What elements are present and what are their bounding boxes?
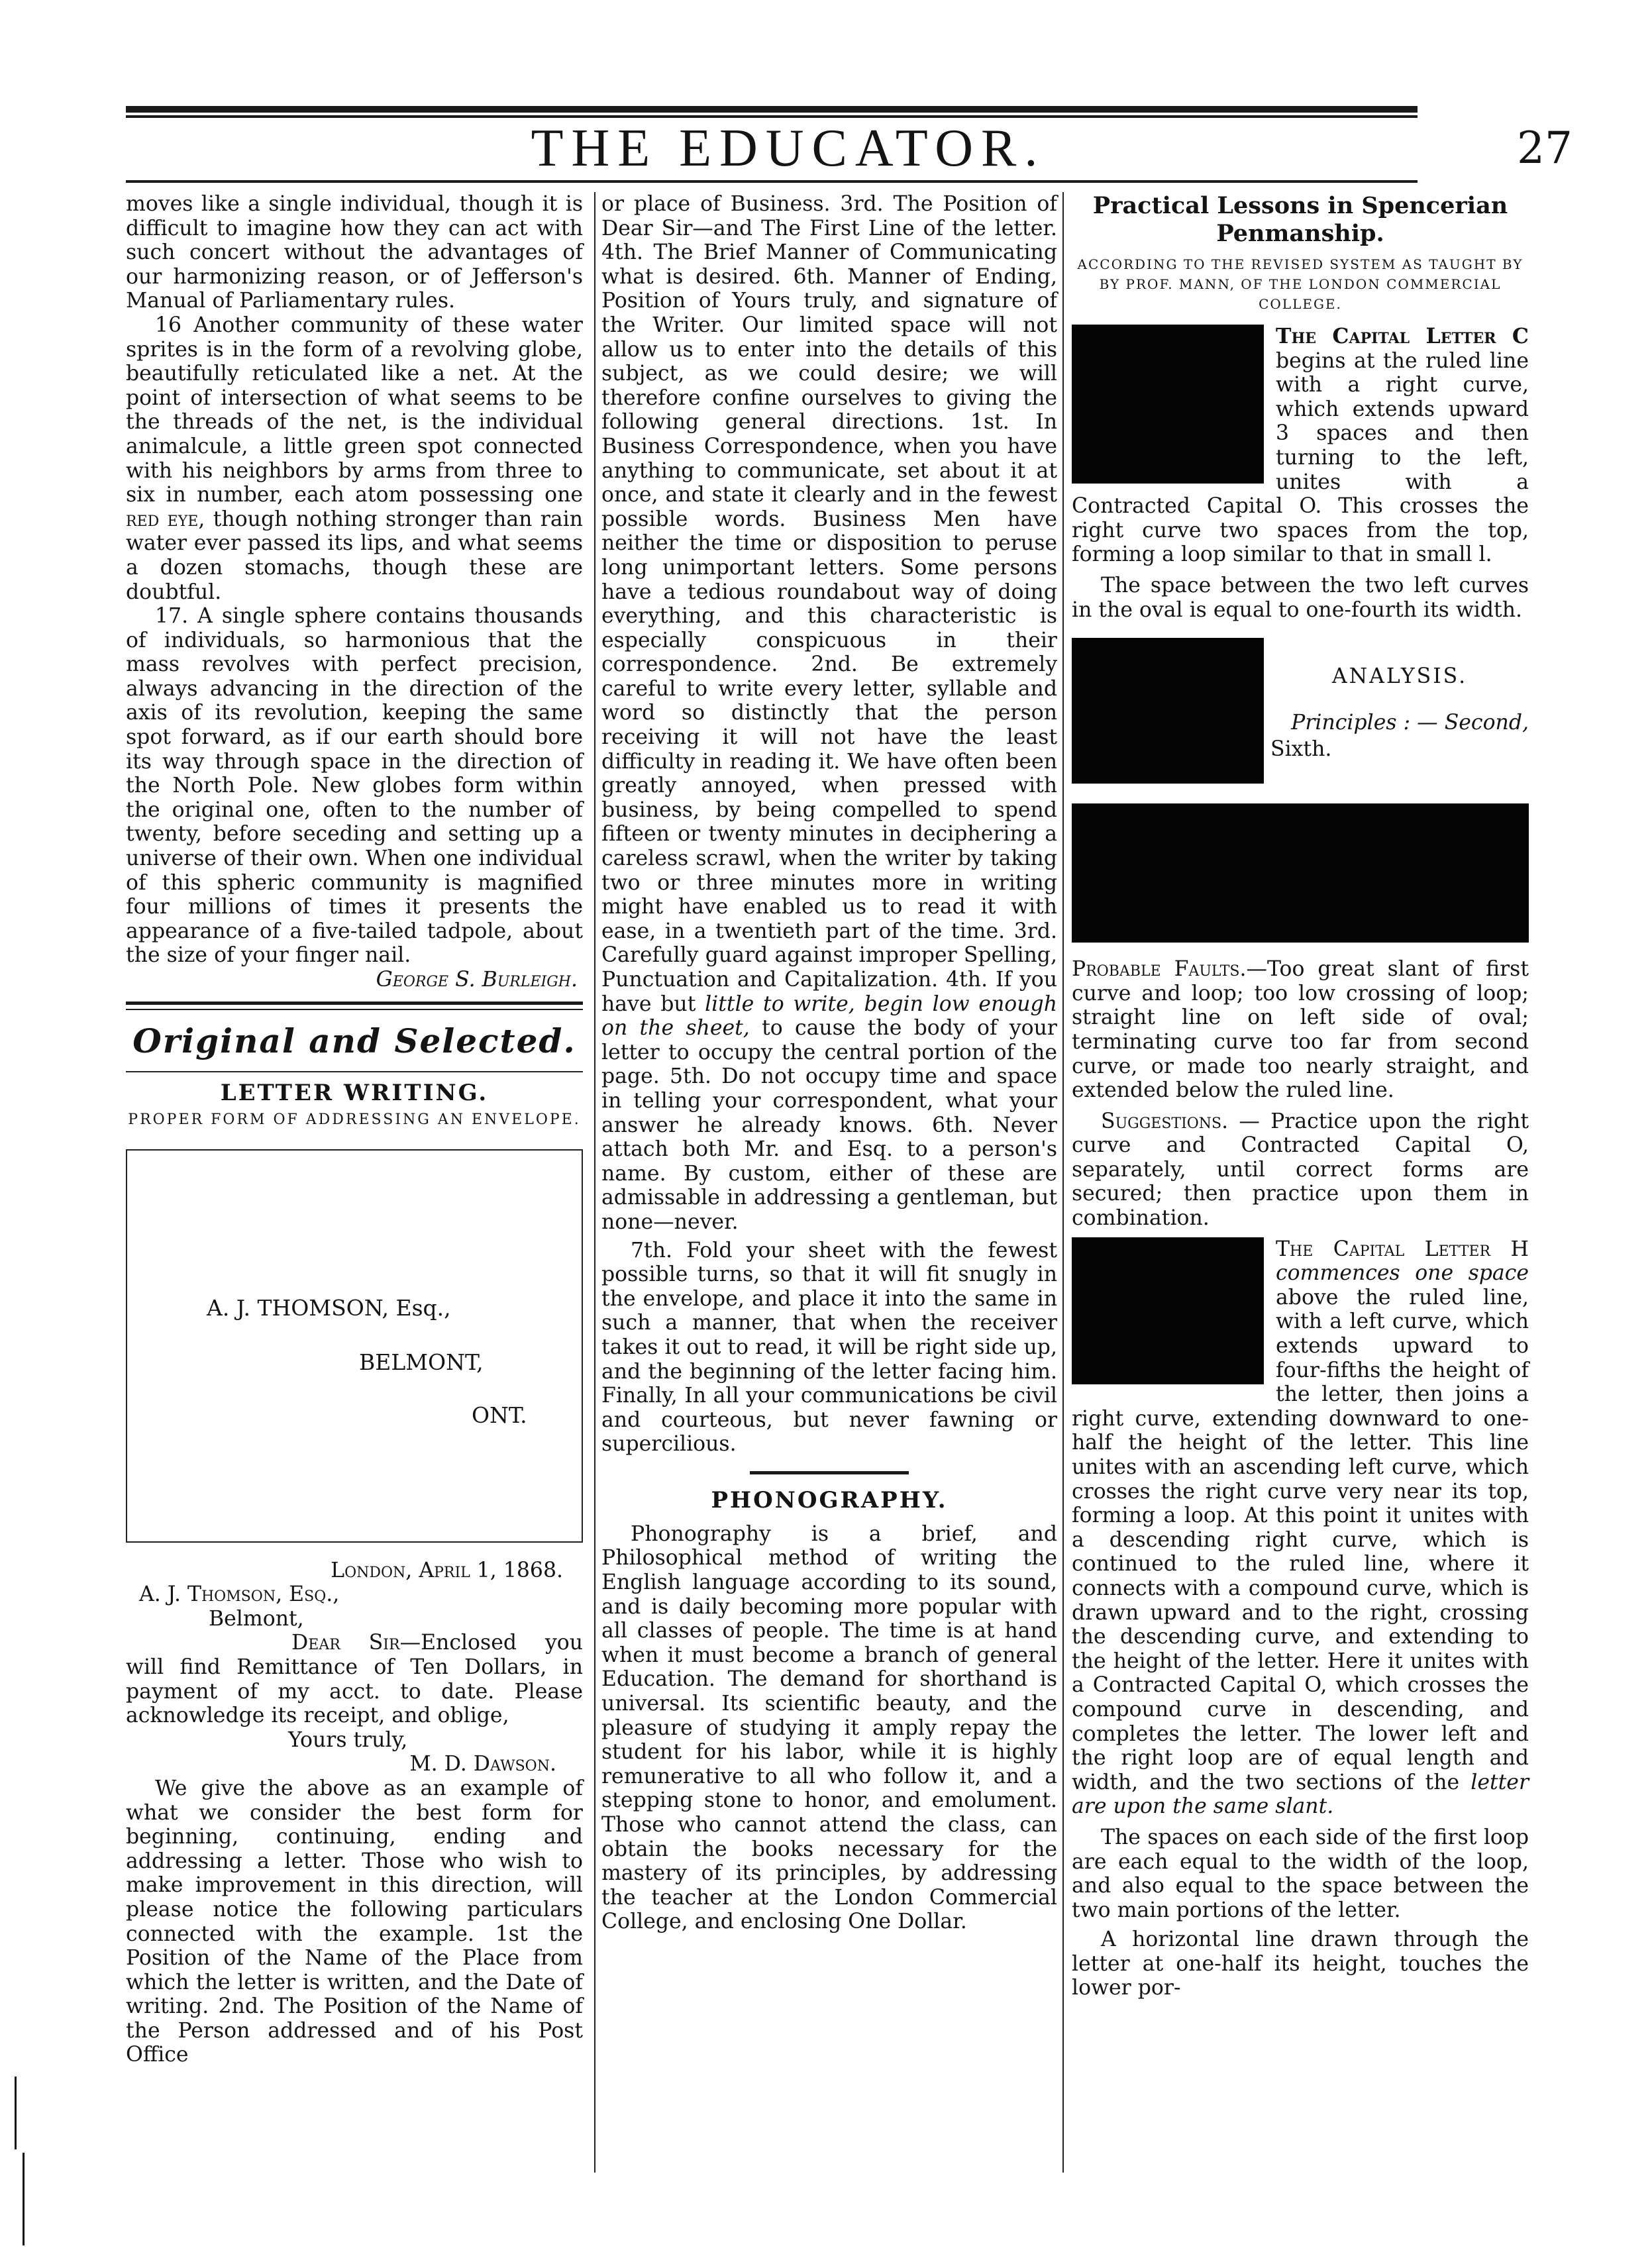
- masthead-top-rule: [126, 106, 1418, 113]
- letter-c-paragraph: [1072, 325, 1529, 567]
- letter-c-analysis-illustration: [1072, 638, 1264, 784]
- col2-paragraph-3: Phonography is a brief, and Philosophical method of writing the English language according to its sound, and is daily becoming more popular with all classes of people. The time is at hand when it must become a branch of general Education. The demand for shorthand is universal. Its scientific beauty, and the pleasure of studying it amply repay the student for his labor, while it is highly remunerative to all who follow it, and a stepping stone to honor, and emolument. Those who cannot attend the class, can obtain the books necessary for the mastery of its principles, by addressing the teacher at the London Commercial College, and enclosing One Dollar.: [601, 1521, 1057, 1934]
- principles-value: Sixth.: [1270, 737, 1332, 762]
- envelope-addressee: A. J. THOMSON, Esq.,: [207, 1294, 451, 1321]
- suggestions-text: — Practice upon the right curve and Contracted Capital O, separately, until correct forms are secured; then practice upon them in combination.: [1072, 1109, 1529, 1231]
- col1-paragraph-4: We give the above as an example of what we consider the best form for beginning, continuing, ending and addressing a letter. Those who wish to make improvement in this direction, will please notice the following particulars connected with the example. 1st the Position of the Name of the Place from which the letter is written, and the Date of writing. 2nd. The Position of the Name of the Person addressed and of his Post Office: [126, 1776, 583, 2067]
- section-divider: [126, 1002, 583, 1010]
- col1-p2-text-a: 16 Another community of these water sprites is in the form of a revolving globe, beautifully reticulated like a net. At the point of intersection of what seems to be the threads of the net, is the individual animalcule, a little green spot connected with his neighbors by arms from three to six in number, each atom possessing one: [126, 313, 583, 507]
- col2-paragraph-1: [601, 192, 1057, 1235]
- letter-h-paragraph: [1072, 1237, 1529, 1819]
- letter-dateline: London, April 1, 1868.: [331, 1558, 563, 1582]
- letter-h-text: above the ruled line, with a left curve, which extends upward to four-fifths the height of the letter, then joins a right curve, extending downward to one-half the height of the letter. This line unites with an ascending left curve, which crosses the right curve very near its top, forming a loop. At this point it unites with a descending right curve, which is continued to the ruled line, where it connects with a compound curve, which is drawn upward and to the right, crossing the descending curve, and extending to the height of the letter. Here it unites with a Contracted Capital O, which crosses the compound curve in descending, and completes the letter. The lower left and the right loop are of equal length and width, and the two sections of the: [1072, 1285, 1529, 1794]
- red-eye-term: red eye: [126, 507, 199, 531]
- masthead-title: THE EDUCATOR.: [531, 119, 1046, 178]
- letter-sender: M. D. Dawson.: [409, 1752, 556, 1776]
- letter-writing-heading: LETTER WRITING.: [220, 1079, 489, 1106]
- letter-addressee: A. J. Thomson, Esq.,: [139, 1582, 340, 1607]
- column-1: [126, 192, 583, 2067]
- principles-label: Principles : — Second,: [1291, 711, 1529, 735]
- col2-p1-text-a: or place of Business. 3rd. The Position of Dear Sir—and The First Line of the letter. 4th. The Brief Manner of Communicating what is desired. 6th. Manner of Ending, Position of Yours truly, and signature of the Writer. Our limited space will not allow us to enter into the details of this subject, as we could desire; we will therefore confine ourselves to giving the following general directions. 1st. In Business Correspondence, when you have anything to communicate, set about it at once, and state it clearly and in the fewest possible words. Business Men have neither the time or disposition to peruse long unimportant letters. Some persons have a tedious roundabout way of doing everything, and this characteristic is especially conspicuous in their correspondence. 2nd. Be extremely careful to write every letter, syllable and word so distinctly that the person receiving it will not have the least difficulty in reading it. We have often been greatly annoyed, when pressed with business, by being compelled to spend fifteen or twenty minutes in deciphering a careless scrawl, when the writer by taking two or three minutes more in writing might have enabled us to read it with ease, in a twentieth part of the time. 3rd. Carefully guard against improper Spelling, Punctuation and Capitalization. 4th. If you have but: [601, 192, 1057, 1016]
- col1-paragraph-2: [126, 313, 583, 604]
- letter-h-lead: The Capital Letter H: [1276, 1237, 1529, 1261]
- column-3: [1072, 192, 1529, 2000]
- letter-h-italic-2: letter are upon the same slant.: [1072, 1770, 1529, 1819]
- suggestions-label: Suggestions.: [1101, 1109, 1229, 1133]
- column-rule-1: [594, 192, 595, 2173]
- penmanship-byline: ACCORDING TO THE REVISED SYSTEM AS TAUGHT BY BY PROF. MANN, OF THE LONDON COMMERCIAL COLLEGE.: [1077, 256, 1523, 312]
- letter-body: [126, 1631, 583, 1727]
- col2-paragraph-2: 7th. Fold your sheet with the fewest possible turns, so that it will fit snugly in the envelope, and place it into the same in such a manner, that when the receiver takes it out to read, it will be right side up, and the beginning of the letter facing him. Finally, In all your communications be civil and courteous, but never fawning or supercilious.: [601, 1238, 1057, 1457]
- faults-text: —Too great slant of first curve and loop; too low crossing of loop; straight line on left side of oval; terminating curve too far from second curve, or made too nearly straight, and extended below the ruled line.: [1072, 957, 1529, 1103]
- letter-salutation: Dear Sir: [291, 1631, 400, 1655]
- envelope-subheading: PROPER FORM OF ADDRESSING AN ENVELOPE.: [128, 1111, 581, 1128]
- oval-space-paragraph: The space between the two left curves in the oval is equal to one-fourth its width.: [1072, 573, 1529, 622]
- analysis-heading: ANALYSIS.: [1331, 664, 1468, 689]
- scan-edge-mark: [15, 2077, 17, 2149]
- envelope-example: [126, 1149, 583, 1543]
- horizontal-line-paragraph: A horizontal line drawn through the letter at one-half its height, touches the lower por-: [1072, 1928, 1529, 2000]
- letter-h-illustration: [1072, 1237, 1264, 1384]
- letter-c-lead: The Capital Letter C: [1276, 324, 1529, 348]
- letter-c-text: begins at the ruled line with a right curve, which extends upward 3 spaces and then turning to the left, unites with a Contracted Capital O. This crosses the right curve two spaces from the top, forming a loop similar to that in small l.: [1072, 348, 1529, 567]
- envelope-province: ONT.: [472, 1402, 527, 1428]
- letter-body-text: —Enclosed you will find Remittance of Ten Dollars, in payment of my acct. to date. Please acknowledge its receipt, and oblige,: [126, 1631, 583, 1728]
- phonography-heading: PHONOGRAPHY.: [711, 1486, 948, 1514]
- letter-town: Belmont,: [209, 1606, 304, 1631]
- penmanship-title: Practical Lessons in Spencerian Penmanship.: [1092, 192, 1508, 247]
- envelope-town: BELMONT,: [359, 1349, 484, 1375]
- letter-closing: Yours truly,: [288, 1727, 408, 1752]
- faults-paragraph: [1072, 957, 1529, 1103]
- analysis-block: [1072, 638, 1529, 794]
- letter-c-faults-illustration: [1072, 803, 1529, 943]
- letter-h-italic: commences one space: [1276, 1261, 1529, 1286]
- loops-paragraph: The spaces on each side of the first loop are each equal to the width of the loop, and also equal to the space between the two main portions of the letter.: [1072, 1825, 1529, 1922]
- col1-paragraph-1: moves like a single individual, though it is difficult to imagine how they can act with such concert without the advantages of our harmonizing reason, or of Jefferson's Manual of Parliamentary rules.: [126, 192, 583, 313]
- phonography-divider: [750, 1471, 909, 1474]
- col2-p1-italic: little to write, begin low enough on the sheet,: [601, 992, 1058, 1041]
- section-title-rule: [126, 1071, 583, 1072]
- column-rule-2: [1062, 192, 1064, 2173]
- col2-p1-text-b: to cause the body of your letter to occupy the central portion of the page. 5th. Do not occupy time and space in telling your correspondent, what your answer he already knows. 6th. Never attach both Mr. and Esq. to a person's name. By custom, either of these are admissable in addressing a gentleman, but none—never.: [601, 1016, 1057, 1234]
- faults-label: Probable Faults.: [1072, 957, 1247, 982]
- column-2: [601, 192, 1057, 1934]
- author-signature: George S. Burleigh.: [376, 968, 578, 992]
- col1-p2-text-b: , though nothing stronger than rain water ever passed its lips, and what seems a dozen stomachs, though these are doubtful.: [126, 507, 583, 604]
- suggestions-paragraph: [1072, 1109, 1529, 1231]
- section-title: Original and Selected.: [132, 1021, 576, 1060]
- col1-paragraph-3: 17. A single sphere contains thousands of individuals, so harmonious that the mass revolves with perfect precision, always advancing in the direction of the axis of its revolution, keeping the same spot forward, as if our earth should bore its way through space in the direction of the North Pole. New globes form within the original one, often to the number of twenty, before seceding and setting up a universe of their own. When one individual of this spheric community is magnified four millions of times it presents the appearance of a five-tailed tadpole, about the size of your finger nail.: [126, 604, 583, 968]
- scan-edge-mark-2: [23, 2153, 25, 2245]
- masthead-under-rule: [126, 180, 1418, 183]
- page-number: 27: [1517, 123, 1573, 174]
- letter-c-illustration: [1072, 325, 1264, 484]
